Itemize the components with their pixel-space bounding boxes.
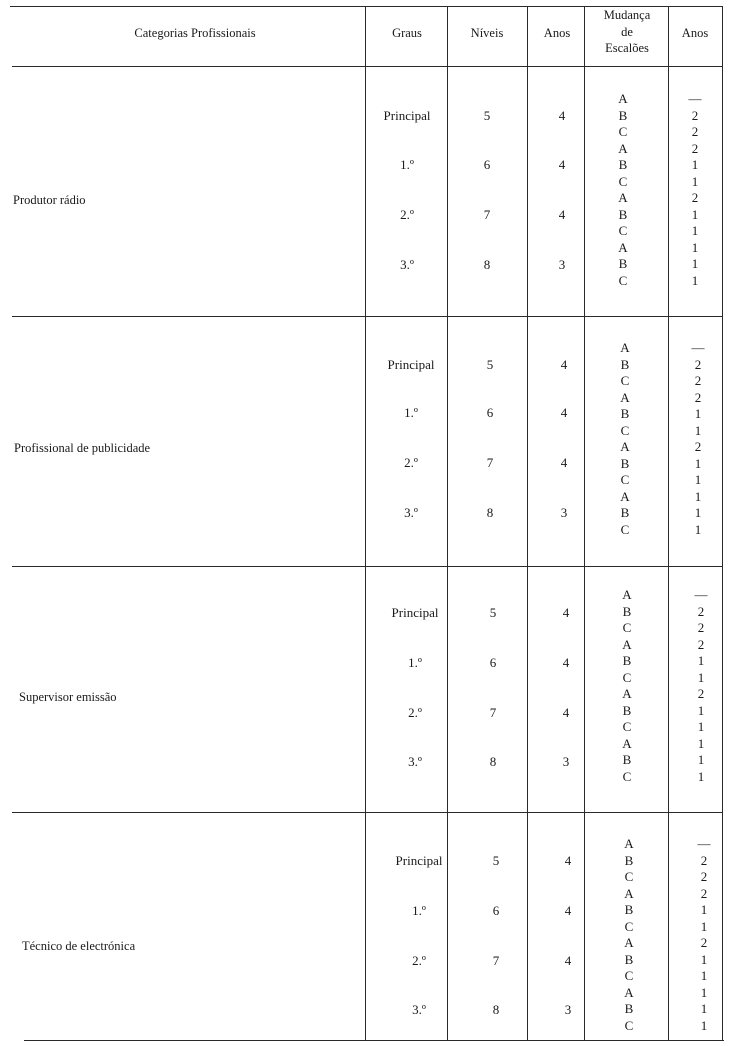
- category-label: Profissional de publicidade: [14, 441, 151, 455]
- anos-cell: 4: [562, 655, 570, 670]
- escalao-letter: A: [620, 340, 630, 355]
- anos-cell: 4: [558, 157, 566, 172]
- nivel-cell: 6: [489, 655, 497, 670]
- escalao-anos: 1: [691, 157, 699, 172]
- category-label: Produtor rádio: [13, 193, 86, 207]
- nivel-cell: 5: [486, 357, 494, 372]
- escalao-letter: A: [622, 735, 632, 751]
- escalao-letter: A: [618, 239, 628, 255]
- escalao-letter: A: [618, 190, 628, 205]
- anos-cell: 4: [564, 953, 572, 968]
- escalao-anos: 2: [700, 869, 708, 884]
- escalao-anos: 1: [697, 702, 705, 718]
- escalao-letter: B: [622, 752, 632, 767]
- escalao-anos: 1: [697, 669, 705, 685]
- nivel-cell: 8: [492, 1002, 500, 1017]
- escalao-letter: A: [624, 984, 634, 1000]
- anos-cell: 3: [560, 505, 568, 520]
- anos-cell: 3: [558, 257, 566, 272]
- escalao-anos: 1: [700, 1001, 708, 1016]
- escalao-anos: 2: [694, 439, 702, 454]
- nivel-cell: 6: [486, 405, 494, 420]
- right-border: [722, 6, 723, 1040]
- escalao-anos: 2: [697, 636, 705, 652]
- escalao-anos: —: [688, 91, 702, 106]
- escalao-anos: 1: [697, 752, 705, 767]
- header-mudanca-line1: Mudança: [603, 8, 651, 22]
- grau-cell: 2.º: [408, 705, 422, 720]
- nivel-cell: 5: [489, 605, 497, 620]
- grau-cell: Principal: [395, 853, 443, 868]
- header-rule: [12, 66, 722, 67]
- escalao-anos: 2: [700, 935, 708, 950]
- escalao-letter: C: [618, 173, 628, 189]
- escalao-letter: A: [624, 836, 634, 851]
- header-graus: Graus: [392, 26, 422, 40]
- escalao-letter: B: [620, 505, 630, 520]
- escalao-anos: 1: [697, 768, 705, 784]
- escalao-letter: B: [622, 603, 632, 619]
- escalao-anos: 2: [700, 852, 708, 868]
- escalao-letter: B: [620, 455, 630, 471]
- escalao-anos: 1: [697, 653, 705, 668]
- escalao-letter: B: [622, 702, 632, 718]
- escalao-letter: C: [624, 869, 634, 884]
- escalao-anos: —: [694, 587, 708, 602]
- anos-cell: 4: [560, 405, 568, 420]
- header-mudanca-line3: Escalões: [605, 41, 649, 55]
- escalao-anos: 2: [700, 885, 708, 901]
- escalao-anos: 2: [694, 389, 702, 405]
- grau-cell: 2.º: [400, 207, 414, 222]
- escalao-letter: B: [622, 653, 632, 668]
- escalao-anos: 1: [694, 472, 702, 487]
- escalao-anos: 2: [694, 356, 702, 372]
- column-divider: [668, 6, 669, 1040]
- escalao-letter: C: [624, 968, 634, 983]
- escalao-anos: 1: [694, 406, 702, 421]
- escalao-letter: B: [624, 1001, 634, 1016]
- escalao-anos: 1: [700, 1017, 708, 1033]
- escalao-letter: C: [620, 521, 630, 537]
- anos-cell: 4: [560, 357, 568, 372]
- escalao-letter: C: [624, 1017, 634, 1033]
- grau-cell: 3.º: [408, 754, 422, 769]
- anos-cell: 4: [562, 705, 570, 720]
- escalao-anos: 1: [697, 719, 705, 734]
- escalao-letter: A: [622, 587, 632, 602]
- nivel-cell: 6: [492, 903, 500, 918]
- anos-cell: 4: [558, 108, 566, 123]
- anos-cell: 3: [562, 754, 570, 769]
- header-mudanca-line2: de: [621, 25, 633, 39]
- grau-cell: 2.º: [412, 953, 426, 968]
- escalao-anos: 1: [694, 455, 702, 471]
- escalao-letter: C: [622, 669, 632, 685]
- escalao-letter: B: [624, 951, 634, 967]
- nivel-cell: 5: [492, 853, 500, 868]
- grau-cell: 1.º: [408, 655, 422, 670]
- grau-cell: 2.º: [404, 455, 418, 470]
- section-divider: [12, 812, 722, 813]
- grau-cell: Principal: [391, 605, 439, 620]
- escalao-letter: A: [620, 439, 630, 454]
- escalao-anos: 1: [700, 984, 708, 1000]
- anos-cell: 3: [564, 1002, 572, 1017]
- nivel-cell: 7: [486, 455, 494, 470]
- escalao-letter: C: [624, 918, 634, 934]
- escalao-anos: 2: [694, 373, 702, 388]
- escalao-letter: B: [618, 157, 628, 172]
- grau-cell: Principal: [387, 357, 435, 372]
- escalao-anos: 1: [694, 505, 702, 520]
- nivel-cell: 8: [489, 754, 497, 769]
- anos-cell: 4: [560, 455, 568, 470]
- escalao-anos: 2: [697, 603, 705, 619]
- nivel-cell: 8: [486, 505, 494, 520]
- nivel-cell: 8: [483, 257, 491, 272]
- escalao-letter: C: [622, 719, 632, 734]
- escalao-anos: 1: [694, 422, 702, 438]
- escalao-letter: A: [624, 885, 634, 901]
- escalao-anos: 2: [691, 140, 699, 156]
- grau-cell: 1.º: [412, 903, 426, 918]
- escalao-letter: C: [622, 620, 632, 635]
- escalao-letter: A: [624, 935, 634, 950]
- escalao-letter: C: [618, 124, 628, 139]
- escalao-letter: C: [620, 472, 630, 487]
- escalao-letter: A: [618, 91, 628, 106]
- nivel-cell: 5: [483, 108, 491, 123]
- grau-cell: 3.º: [400, 257, 414, 272]
- escalao-anos: —: [697, 836, 711, 851]
- escalao-anos: 1: [694, 488, 702, 504]
- nivel-cell: 7: [492, 953, 500, 968]
- escalao-anos: —: [691, 340, 705, 355]
- header-categorias: Categorias Profissionais: [134, 26, 256, 40]
- grau-cell: 1.º: [400, 157, 414, 172]
- escalao-anos: 2: [691, 124, 699, 139]
- grau-cell: 1.º: [404, 405, 418, 420]
- grau-cell: 3.º: [404, 505, 418, 520]
- anos-cell: 4: [564, 853, 572, 868]
- escalao-letter: B: [624, 852, 634, 868]
- escalao-letter: C: [618, 223, 628, 238]
- escalao-anos: 1: [691, 206, 699, 222]
- escalao-letter: A: [622, 636, 632, 652]
- escalao-letter: C: [620, 422, 630, 438]
- column-divider: [365, 6, 366, 1040]
- header-niveis: Níveis: [470, 26, 504, 40]
- escalao-letter: C: [620, 373, 630, 388]
- category-label: Técnico de electrónica: [22, 939, 136, 953]
- escalao-anos: 1: [691, 223, 699, 238]
- escalao-anos: 1: [691, 239, 699, 255]
- escalao-anos: 2: [691, 107, 699, 123]
- category-label: Supervisor emissão: [19, 690, 117, 704]
- escalao-letter: A: [618, 140, 628, 156]
- escalao-letter: B: [618, 206, 628, 222]
- escalao-anos: 1: [691, 173, 699, 189]
- header-anos: Anos: [543, 26, 571, 40]
- escalao-anos: 1: [697, 735, 705, 751]
- escalao-letter: B: [624, 902, 634, 917]
- escalao-anos: 1: [700, 918, 708, 934]
- escalao-anos: 1: [700, 968, 708, 983]
- escalao-letter: C: [622, 768, 632, 784]
- escalao-letter: A: [620, 389, 630, 405]
- nivel-cell: 6: [483, 157, 491, 172]
- escalao-letter: A: [622, 686, 632, 701]
- escalao-anos: 1: [700, 951, 708, 967]
- escalao-letter: C: [618, 272, 628, 288]
- grau-cell: 3.º: [412, 1002, 426, 1017]
- escalao-letter: B: [620, 356, 630, 372]
- anos-cell: 4: [562, 605, 570, 620]
- escalao-anos: 2: [697, 686, 705, 701]
- escalao-letter: B: [620, 406, 630, 421]
- escalao-anos: 1: [694, 521, 702, 537]
- escalao-anos: 1: [691, 256, 699, 271]
- escalao-letter: B: [618, 256, 628, 271]
- escalao-letter: A: [620, 488, 630, 504]
- grau-cell: Principal: [383, 108, 431, 123]
- section-divider: [12, 566, 722, 567]
- escalao-anos: 1: [700, 902, 708, 917]
- nivel-cell: 7: [483, 207, 491, 222]
- escalao-anos: 2: [691, 190, 699, 205]
- column-divider: [447, 6, 448, 1040]
- nivel-cell: 7: [489, 705, 497, 720]
- header-anos-escalao: Anos: [681, 26, 709, 40]
- bottom-rule: [24, 1040, 724, 1041]
- escalao-anos: 2: [697, 620, 705, 635]
- section-divider: [12, 316, 722, 317]
- anos-cell: 4: [558, 207, 566, 222]
- escalao-anos: 1: [691, 272, 699, 288]
- anos-cell: 4: [564, 903, 572, 918]
- escalao-letter: B: [618, 107, 628, 123]
